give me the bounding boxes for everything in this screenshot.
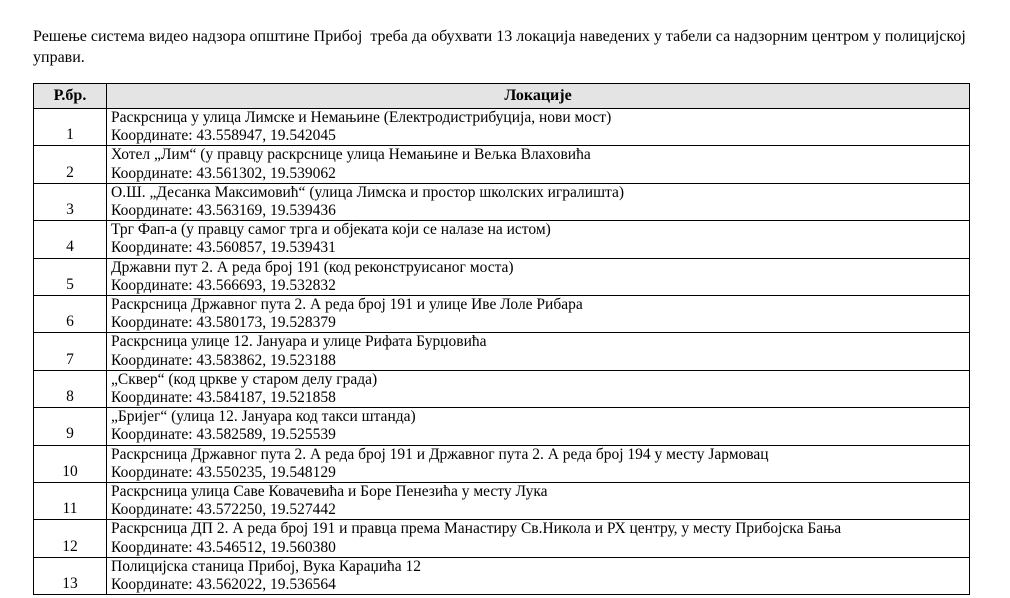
- location-coordinates: Координате: 43.584187, 19.521858: [111, 389, 336, 407]
- row-number: 3: [34, 183, 107, 220]
- location-coordinates: Координате: 43.562022, 19.536564: [111, 576, 336, 594]
- row-location-cell: [107, 520, 970, 557]
- location-description: Раскрсница ДП 2. А реда број 191 и правца према Манастиру Св.Никола и РХ центру, у месту Прибојска Бања: [111, 520, 842, 538]
- table-row: [34, 370, 970, 407]
- row-location-cell: [107, 483, 970, 520]
- row-location-cell: [107, 258, 970, 295]
- table-row: [34, 445, 970, 482]
- location-description: Раскрсница Државног пута 2. А реда број 191 и Државног пута 2. А реда број 194 у месту Јармовац: [111, 445, 769, 463]
- row-number: 6: [34, 296, 107, 333]
- location-description: „Бријег“ (улица 12. Јануара код такси штанда): [111, 408, 416, 426]
- location-description: „Сквер“ (код цркве у старом делу града): [111, 370, 378, 388]
- table-row: [34, 221, 970, 258]
- row-number: 8: [34, 370, 107, 407]
- location-coordinates: Координате: 43.561302, 19.539062: [111, 164, 336, 182]
- row-number: 5: [34, 258, 107, 295]
- table-body: [34, 109, 970, 595]
- location-coordinates: Координате: 43.582589, 19.525539: [111, 426, 336, 444]
- location-coordinates: Координате: 43.580173, 19.528379: [111, 314, 336, 332]
- location-coordinates: Координате: 43.563169, 19.539436: [111, 202, 336, 220]
- row-location-cell: [107, 109, 970, 146]
- location-description: Раскрсница улица Саве Ковачевића и Боре Пенезића у месту Лука: [111, 483, 548, 501]
- row-number: 2: [34, 146, 107, 183]
- row-number: 10: [34, 445, 107, 482]
- row-number: 4: [34, 221, 107, 258]
- header-number: Р.бр.: [34, 84, 107, 109]
- table-row: [34, 333, 970, 370]
- location-coordinates: Координате: 43.546512, 19.560380: [111, 538, 336, 556]
- location-coordinates: Координате: 43.560857, 19.539431: [111, 239, 336, 257]
- row-location-cell: [107, 370, 970, 407]
- location-coordinates: Координате: 43.583862, 19.523188: [111, 351, 336, 369]
- location-description: Хотел „Лим“ (у правцу раскрснице улица Немањине и Вељка Влаховића: [111, 146, 591, 164]
- row-location-cell: [107, 445, 970, 482]
- row-number: 13: [34, 557, 107, 594]
- row-number: 11: [34, 483, 107, 520]
- row-number: 12: [34, 520, 107, 557]
- row-number: 9: [34, 408, 107, 445]
- row-location-cell: [107, 408, 970, 445]
- location-description: О.Ш. „Десанка Максимовић“ (улица Лимска и простор школских игралишта): [111, 183, 625, 201]
- table-row: [34, 183, 970, 220]
- table-row: [34, 520, 970, 557]
- location-description: Полицијска станица Прибој, Вука Караџића 12: [111, 557, 422, 575]
- row-location-cell: [107, 146, 970, 183]
- locations-table: [33, 83, 970, 595]
- row-location-cell: [107, 221, 970, 258]
- row-location-cell: [107, 557, 970, 594]
- table-row: [34, 408, 970, 445]
- location-description: Раскрсница Државног пута 2. А реда број 191 и улице Иве Лоле Рибара: [111, 296, 583, 314]
- location-coordinates: Координате: 43.550235, 19.548129: [111, 463, 336, 481]
- row-location-cell: [107, 183, 970, 220]
- table-row: [34, 146, 970, 183]
- intro-paragraph: Решење система видео надзора општине Прибој треба да обухвати 13 локација наведених у табели са надзорним центром у полицијској управи.: [33, 28, 970, 66]
- table-row: [34, 296, 970, 333]
- header-locations: Локације: [107, 84, 970, 109]
- location-coordinates: Координате: 43.566693, 19.532832: [111, 276, 336, 294]
- table-row: [34, 483, 970, 520]
- location-description: Државни пут 2. А реда број 191 (код реконструисаног моста): [111, 258, 514, 276]
- location-description: Раскрсница у улица Лимске и Немањине (Електродистрибуција, нови мост): [111, 109, 612, 126]
- location-description: Трг Фап-а (у правцу самог трга и објеката који се налазе на истом): [111, 221, 551, 239]
- table-row: [34, 109, 970, 146]
- row-number: 7: [34, 333, 107, 370]
- location-coordinates: Координате: 43.572250, 19.527442: [111, 501, 336, 519]
- row-location-cell: [107, 333, 970, 370]
- location-coordinates: Координате: 43.558947, 19.542045: [111, 127, 336, 145]
- table-header-row: [34, 84, 970, 109]
- table-row: [34, 557, 970, 594]
- location-description: Раскрсница улице 12. Јануара и улице Рифата Бурџовића: [111, 333, 487, 351]
- table-row: [34, 258, 970, 295]
- row-location-cell: [107, 296, 970, 333]
- row-number: 1: [34, 109, 107, 146]
